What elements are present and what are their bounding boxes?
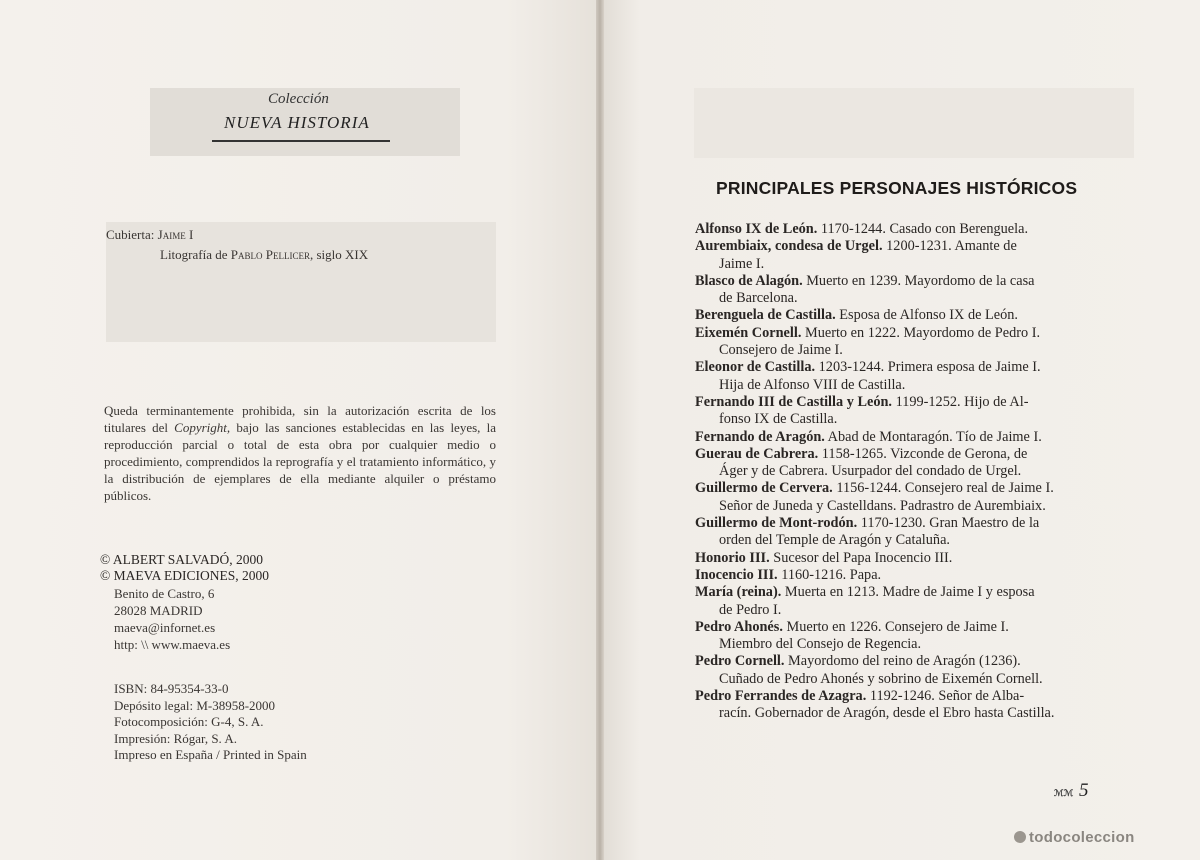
- character-description-continued: Áger y de Cabrera. Usurpador del condado de Urgel.: [719, 463, 1022, 480]
- character-description: 1160-1216. Papa.: [777, 566, 882, 583]
- character-description: 1200-1231. Amante de: [882, 238, 1017, 255]
- character-name: Guillermo de Mont-rodón.: [695, 515, 858, 532]
- character-description: 1170-1244. Casado con Berenguela.: [817, 221, 1029, 237]
- characters-list: [695, 221, 1087, 723]
- character-description: 1170-1230. Gran Maestro de la: [857, 515, 1040, 532]
- character-description-continued: Cuñado de Pedro Ahonés y sobrino de Eixemén Cornell.: [719, 670, 1043, 687]
- character-name: Guerau de Cabrera.: [695, 445, 819, 462]
- character-description-continued: de Barcelona.: [719, 290, 798, 307]
- character-description-continued: fonso IX de Castilla.: [719, 411, 838, 428]
- character-name: Fernando de Aragón.: [695, 428, 825, 445]
- character-description: Esposa de Alfonso IX de León.: [835, 307, 1018, 324]
- watermark: [1014, 829, 1135, 846]
- legal-notice: [104, 402, 496, 504]
- copyright-author: © ALBERT SALVADÓ, 2000: [100, 552, 263, 567]
- character-description-continued: Jaime I.: [719, 255, 765, 272]
- character-entry: [695, 429, 1087, 446]
- cover-credit-line1: [106, 226, 193, 243]
- left-page: [0, 0, 596, 860]
- character-entry: [695, 238, 1087, 273]
- cover-prefix: Cubierta:: [106, 227, 158, 242]
- character-entry: [695, 446, 1087, 481]
- collection-label: Colección: [268, 91, 329, 107]
- character-name: Berenguela de Castilla.: [695, 307, 836, 324]
- section-title: PRINCIPALES PERSONAJES HISTÓRICOS: [716, 178, 1078, 198]
- character-entry: [695, 307, 1087, 324]
- character-name: Fernando III de Castilla y León.: [695, 393, 893, 410]
- character-name: Alfonso IX de León.: [695, 221, 818, 237]
- character-entry: [695, 480, 1087, 515]
- character-entry: [695, 273, 1087, 308]
- character-name: Honorio III.: [695, 549, 770, 566]
- character-entry: [695, 688, 1087, 723]
- character-entry: [695, 221, 1087, 238]
- character-description: Muerto en 1222. Mayordomo de Pedro I.: [801, 324, 1041, 341]
- publisher-address: [114, 585, 230, 653]
- character-description-continued: de Pedro I.: [719, 601, 782, 618]
- address-line: 28028 MADRID: [114, 603, 203, 618]
- watermark-text: todocoleccion: [1029, 829, 1135, 846]
- character-description-continued: racín. Gobernador de Aragón, desde el Ebro hasta Castilla.: [719, 705, 1055, 722]
- character-entry: [695, 584, 1087, 619]
- typesetting: Fotocomposición: G-4, S. A.: [114, 714, 264, 729]
- character-name: Eixemén Cornell.: [695, 324, 802, 341]
- legal-deposit: Depósito legal: M-38958-2000: [114, 697, 276, 713]
- character-description: Muerta en 1213. Madre de Jaime I y esposa: [781, 584, 1035, 601]
- cover-credit-line2: [160, 246, 368, 263]
- character-description: Sucesor del Papa Inocencio III.: [769, 549, 953, 566]
- watermark-logo-icon: [1014, 831, 1026, 843]
- cover-subject: Jaime I: [157, 227, 194, 242]
- collection-title: NUEVA HISTORIA: [224, 113, 370, 132]
- character-name: Pedro Ahonés.: [695, 618, 783, 635]
- character-entry: [695, 359, 1087, 394]
- legal-text-1: Queda terminantemente prohibida, sin la autorización escrita de los titulares del: [104, 403, 496, 435]
- address-line: Benito de Castro, 6: [114, 586, 215, 601]
- character-description: 1192-1246. Señor de Alba-: [866, 688, 1025, 705]
- printing: Impresión: Rógar, S. A.: [114, 730, 237, 746]
- character-description: 1203-1244. Primera esposa de Jaime I.: [815, 359, 1041, 376]
- character-description: Muerto en 1239. Mayordomo de la casa: [802, 272, 1035, 289]
- character-name: Pedro Cornell.: [695, 653, 785, 670]
- character-entry: [695, 653, 1087, 688]
- character-description: Mayordomo del reino de Aragón (1236).: [784, 653, 1021, 670]
- character-description-continued: Señor de Juneda y Castelldans. Padrastro de Aurembiaix.: [719, 497, 1046, 514]
- litho-suffix: , siglo XIX: [309, 247, 369, 262]
- character-entry: [695, 515, 1087, 550]
- litho-artist: Pablo Pellicer: [230, 247, 310, 262]
- character-description: 1156-1244. Consejero real de Jaime I.: [832, 480, 1054, 497]
- publication-info: [114, 680, 307, 763]
- character-description: 1158-1265. Vizconde de Gerona, de: [818, 445, 1028, 462]
- character-description: Abad de Montaragón. Tío de Jaime I.: [824, 428, 1042, 445]
- address-web: http: \\ www.maeva.es: [114, 637, 231, 652]
- character-description: 1199-1252. Hijo de Al-: [892, 393, 1029, 410]
- litho-prefix: Litografía de: [160, 247, 231, 262]
- character-name: Eleonor de Castilla.: [695, 359, 816, 376]
- character-name: Guillermo de Cervera.: [695, 480, 833, 497]
- book-spine: [596, 0, 604, 860]
- character-description: Muerto en 1226. Consejero de Jaime I.: [782, 618, 1009, 635]
- character-entry: [695, 619, 1087, 654]
- character-entry: [695, 567, 1087, 584]
- character-name: Blasco de Alagón.: [695, 272, 803, 289]
- character-description-continued: Hija de Alfonso VIII de Castilla.: [719, 376, 906, 393]
- character-entry: [695, 394, 1087, 429]
- legal-text-2: bajo las sanciones establecidas en las leyes, la reproducción parcial o total de esta obra por cualquier medio o procedimiento, comprendidos la reprografía y el tratamiento informático, y la distribución de ejemplares de ella mediante alquiler o préstamo públicos.: [104, 420, 496, 503]
- address-email: maeva@infornet.es: [114, 620, 216, 635]
- printed-in: Impreso en España / Printed in Spain: [114, 747, 307, 762]
- character-name: Aurembiaix, condesa de Urgel.: [695, 238, 883, 255]
- character-name: Inocencio III.: [695, 566, 778, 583]
- page-number: 5: [1079, 780, 1089, 801]
- footer-ornament: ℳℳ: [1054, 788, 1074, 798]
- legal-copyright-word: Copyright,: [174, 420, 231, 435]
- character-description-continued: Consejero de Jaime I.: [719, 342, 843, 359]
- character-entry: [695, 325, 1087, 360]
- character-name: Pedro Ferrandes de Azagra.: [695, 688, 867, 705]
- character-name: María (reina).: [695, 584, 782, 601]
- character-description-continued: Miembro del Consejo de Regencia.: [719, 636, 922, 653]
- isbn: ISBN: 84-95354-33-0: [114, 681, 229, 696]
- character-description-continued: orden del Temple de Aragón y Cataluña.: [719, 532, 950, 549]
- character-entry: [695, 550, 1087, 567]
- copyright-publisher: © MAEVA EDICIONES, 2000: [100, 568, 270, 583]
- show-through-block: [694, 88, 1134, 158]
